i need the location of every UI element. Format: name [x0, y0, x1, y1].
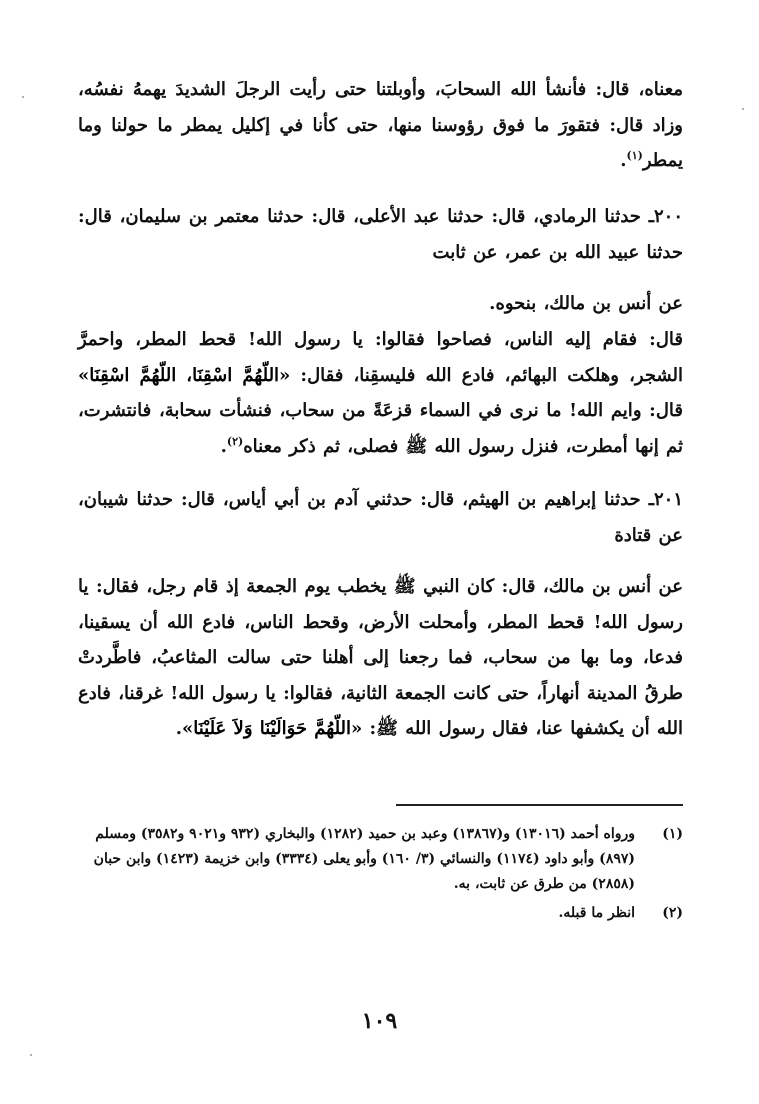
paragraph-1-text: معناه، قال: فأنشأ الله السحابَ، وأوبلتنا حتى رأيت الرجلَ الشديدَ يهمهُ نفسُه، وزاد قال: فتقورَ ما فوق رؤوسنا منها، حتى كأنا في إكليل يمطر ما حولنا وما يمطر — [78, 79, 683, 171]
paragraph-4-text-after: قال: وايم الله! ما نرى في السماء قزعَةً من سحاب، فنشأت سحابة، فانتشرت، ثم إنها أمطرت، فنزل رسول الله ﷺ فصلى، ثم ذكر معناه — [78, 400, 683, 457]
paragraph-1: معناه، قال: فأنشأ الله السحابَ، وأوبلتنا حتى رأيت الرجلَ الشديدَ يهمهُ نفسُه، وزاد قال: فتقورَ ما فوق رؤوسنا منها، حتى كأنا في إكليل يمطر ما حولنا وما يمطر$^{(١)}$. — [78, 79, 683, 171]
paragraph-4: قال: فقام إليه الناس، فصاحوا فقالوا: يا رسول الله! قحط المطر، واحمرَّ الشجر، وهلكت البهائم، فادع الله فليسقِنا، فقال: «اللّهُمَّ اسْقِنَا، اللّهُمَّ اسْقِنَا» قال: وايم الله! ما نرى في السماء قزعَةً من سحاب، فنشأت سحابة، فانتشرت، ثم إنها أمطرت، فنزل رسول الله ﷺ فصلى، ثم ذكر معناه$^{(٢)}$. — [78, 329, 684, 457]
paragraph-3 — [78, 286, 683, 322]
footnote-1-number: (١) — [662, 826, 683, 842]
footnote-2-text: انظر ما قبله. — [558, 905, 635, 921]
footnote-2-number: (٢) — [662, 905, 683, 921]
footnote-1 — [72, 822, 683, 897]
prophetic-quote-2: «اللّهُمَّ حَوَالَيْنَا وَلاَ عَلَيْنَا» — [181, 718, 363, 739]
scan-speck — [22, 96, 24, 98]
paragraph-5-text: ٢٠١ـ حدثنا إبراهيم بن الهيثم، قال: حدثني آدم بن أبي أياس، قال: حدثنا شيبان، عن قتادة — [78, 489, 683, 546]
paragraph-6-text-after: . — [175, 718, 182, 739]
scan-speck — [742, 108, 744, 110]
hadith-201-chain — [78, 482, 683, 553]
footnote-ref-2: (٢) — [226, 434, 244, 448]
paragraph-3-text: عن أنس بن مالك، بنحوه. — [489, 293, 683, 314]
paragraph-4-text-before: قال: فقام إليه الناس، فصاحوا فقالوا: يا رسول الله! قحط المطر، واحمرَّ الشجر، وهلكت البهائم، فادع الله فليسقِنا، فقال: — [78, 329, 684, 386]
footnote-2 — [72, 901, 683, 926]
footnote-1-text: ورواه أحمد (١٣٠١٦) و(١٣٨٦٧) وعبد بن حميد (١٢٨٢) والبخاري (٩٣٢ و٩٠٢١ و٣٥٨٢) ومسلم (٨٩٧) وأبو داود (١١٧٤) والنسائي (٣/ ١٦٠) وأبو يعلى (٣٣٣٤) وابن خزيمة (١٤٢٣) وابن حبان (٢٨٥٨) من طرق عن ثابت، به. — [93, 826, 635, 892]
footnote-divider — [396, 804, 683, 806]
page-number: ١٠٩ — [361, 1008, 398, 1034]
hadith-200-chain — [78, 199, 683, 270]
paragraph-6-text-before: عن أنس بن مالك، قال: كان النبي ﷺ يخطب يوم الجمعة إذ قام رجل، فقال: يا رسول الله! قحط المطر، وأمحلت الأرض، وقحط الناس، فادع الله أن يسقينا، فدعا، وما بها من سحاب، فما رجعنا إلى أهلنا حتى سالت المثاعبُ، فاطَّردتْ طرقُ المدينة أنهاراً، حتى كانت الجمعة الثانية، فقالوا: يا رسول الله! غرقنا، فادع الله أن يكشفها عنا، فقال رسول الله ﷺ: — [78, 576, 683, 739]
paragraph-6 — [78, 569, 683, 747]
footnotes-section — [72, 822, 683, 930]
paragraph-2-text: ٢٠٠ـ حدثنا الرمادي، قال: حدثنا عبد الأعلى، قال: حدثنا معتمر بن سليمان، قال: حدثنا عبيد الله بن عمر، عن ثابت — [78, 206, 683, 263]
prophetic-quote-1: «اللّهُمَّ اسْقِنَا، اللّهُمَّ اسْقِنَا» — [78, 364, 291, 386]
footnote-ref-1: (١) — [626, 149, 643, 162]
scan-speck — [30, 1054, 32, 1056]
